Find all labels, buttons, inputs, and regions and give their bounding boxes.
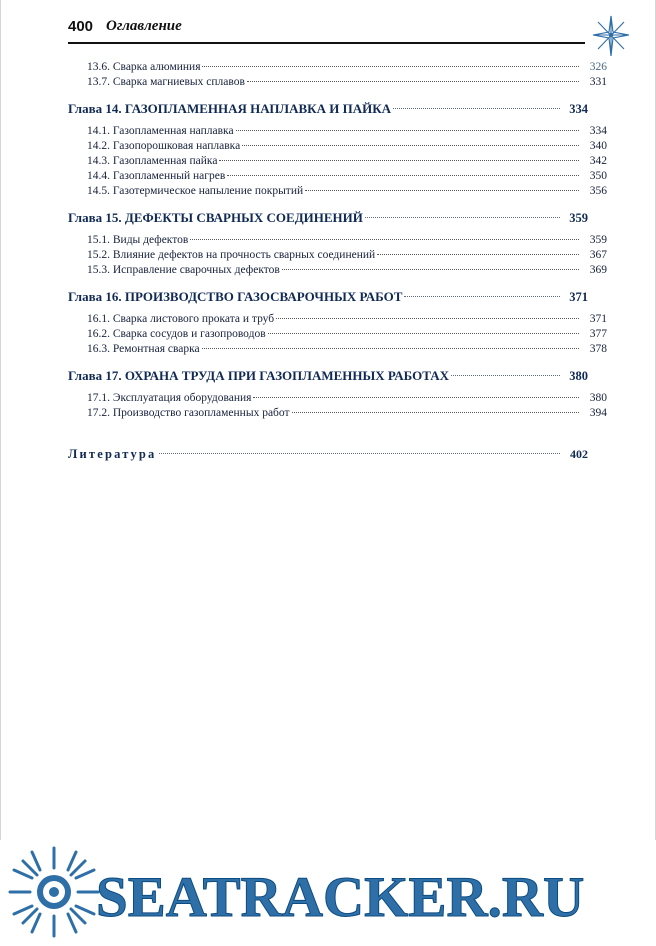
toc-entry-page: 380	[569, 368, 588, 383]
toc-entry-label: Глава 14. ГАЗОПЛАМЕННАЯ НАПЛАВКА И ПАЙКА	[68, 100, 392, 116]
toc-entry[interactable]	[68, 393, 607, 405]
toc-leader-dots	[282, 268, 579, 270]
toc-chapter-entry[interactable]	[68, 369, 588, 383]
toc-entry-label: Глава 16. ПРОИЗВОДСТВО ГАЗОСВАРОЧНЫХ РАБОТ	[68, 288, 403, 304]
toc-entry-page: 342	[589, 155, 607, 167]
toc-entry-label: 14.5. Газотермическое напыление покрытий	[87, 185, 304, 197]
toc-entry[interactable]	[68, 250, 607, 262]
toc-leader-dots	[247, 80, 579, 82]
toc-entry-page: 359	[589, 234, 607, 246]
toc-leader-dots	[159, 452, 560, 454]
toc-entry-label: Литература	[68, 446, 157, 461]
toc-entry-page: 371	[589, 313, 607, 325]
toc-entry-label: 16.1. Сварка листового проката и труб	[87, 313, 275, 325]
toc-leader-dots	[451, 374, 560, 376]
toc-entry-page: 334	[569, 101, 588, 116]
toc-entry-page: 369	[589, 264, 607, 276]
toc-entry-label: 15.2. Влияние дефектов на прочность сварных соединений	[87, 249, 376, 261]
toc-entry-page: 367	[589, 249, 607, 261]
toc-entry-page: 350	[589, 170, 607, 182]
toc-entry-page: 331	[589, 76, 607, 88]
toc-entry-page: 356	[589, 185, 607, 197]
toc-entry-label: 15.3. Исправление сварочных дефектов	[87, 264, 280, 276]
toc-entry[interactable]	[68, 156, 607, 168]
toc-entry-page: 334	[589, 125, 607, 137]
toc-entry-label: 16.3. Ремонтная сварка	[87, 343, 200, 355]
toc-entry-label: Глава 15. ДЕФЕКТЫ СВАРНЫХ СОЕДИНЕНИЙ	[68, 209, 363, 225]
toc-entry-label: Глава 17. ОХРАНА ТРУДА ПРИ ГАЗОПЛАМЕННЫХ РАБОТАХ	[68, 367, 450, 383]
toc-leader-dots	[242, 144, 579, 146]
toc-leader-dots	[219, 159, 579, 161]
page-header	[68, 18, 588, 35]
toc-entry-label: 14.3. Газопламенная пайка	[87, 155, 218, 167]
toc-entry[interactable]	[68, 141, 607, 153]
toc-entry[interactable]	[68, 314, 607, 326]
toc-leader-dots	[253, 396, 579, 398]
toc-entry-label: 14.2. Газопорошковая наплавка	[87, 140, 241, 152]
toc-chapter-entry[interactable]	[68, 102, 588, 116]
toc-leader-dots	[404, 295, 560, 297]
toc-leader-dots	[292, 411, 579, 413]
toc-entry-label: 15.1. Виды дефектов	[87, 234, 189, 246]
toc-chapter-entry[interactable]	[68, 211, 588, 225]
page-number: 400	[68, 18, 94, 35]
toc-entry[interactable]	[68, 186, 607, 198]
toc-entry-page: 340	[589, 140, 607, 152]
toc-entry[interactable]	[68, 265, 607, 277]
toc-leader-dots	[365, 216, 560, 218]
toc-leader-dots	[236, 129, 579, 131]
page-title: Оглавление	[106, 18, 182, 34]
toc-entry-page: 394	[589, 407, 607, 419]
watermark-text: SEATRACKER.RU	[96, 866, 585, 929]
toc-entry[interactable]	[68, 126, 607, 138]
star-ornament-icon	[591, 14, 631, 58]
toc-entry-page: 326	[589, 61, 607, 73]
toc-leader-dots	[377, 253, 579, 255]
toc-entry-page: 377	[589, 328, 607, 340]
toc-entry-label: 13.6. Сварка алюминия	[87, 61, 201, 73]
toc-entry[interactable]	[68, 77, 607, 89]
toc-entry[interactable]	[68, 62, 607, 74]
toc-entry[interactable]	[68, 408, 607, 420]
toc-leader-dots	[393, 107, 560, 109]
toc-leader-dots	[227, 174, 579, 176]
toc-leader-dots	[202, 347, 579, 349]
toc-entry-label: 14.4. Газопламенный нагрев	[87, 170, 226, 182]
toc-entry-page: 359	[569, 210, 588, 225]
toc-entry[interactable]	[68, 235, 607, 247]
toc-leader-dots	[305, 189, 579, 191]
toc-leader-dots	[268, 332, 579, 334]
sun-burst-icon	[8, 846, 100, 938]
toc-entry-label: 16.2. Сварка сосудов и газопроводов	[87, 328, 266, 340]
toc-entry[interactable]	[68, 344, 607, 356]
toc-leader-dots	[276, 317, 579, 319]
toc-entry-page: 378	[589, 343, 607, 355]
toc-entry[interactable]	[68, 171, 607, 183]
toc-entry[interactable]	[68, 329, 607, 341]
toc-literature-entry[interactable]	[68, 448, 588, 461]
watermark-band	[0, 840, 656, 946]
toc-leader-dots	[202, 65, 579, 67]
toc-entry-label: 14.1. Газопламенная наплавка	[87, 125, 234, 137]
toc-entry-label: 13.7. Сварка магниевых сплавов	[87, 76, 245, 88]
toc-leader-dots	[190, 238, 579, 240]
toc-entry-page: 371	[569, 289, 588, 304]
toc-entry-page: 380	[589, 392, 607, 404]
toc-entry-page: 402	[570, 446, 588, 461]
header-divider	[68, 42, 585, 44]
table-of-contents	[68, 61, 607, 461]
toc-entry-label: 17.2. Производство газопламенных работ	[87, 407, 290, 419]
toc-chapter-entry[interactable]	[68, 290, 588, 304]
toc-entry-label: 17.1. Эксплуатация оборудования	[87, 392, 252, 404]
